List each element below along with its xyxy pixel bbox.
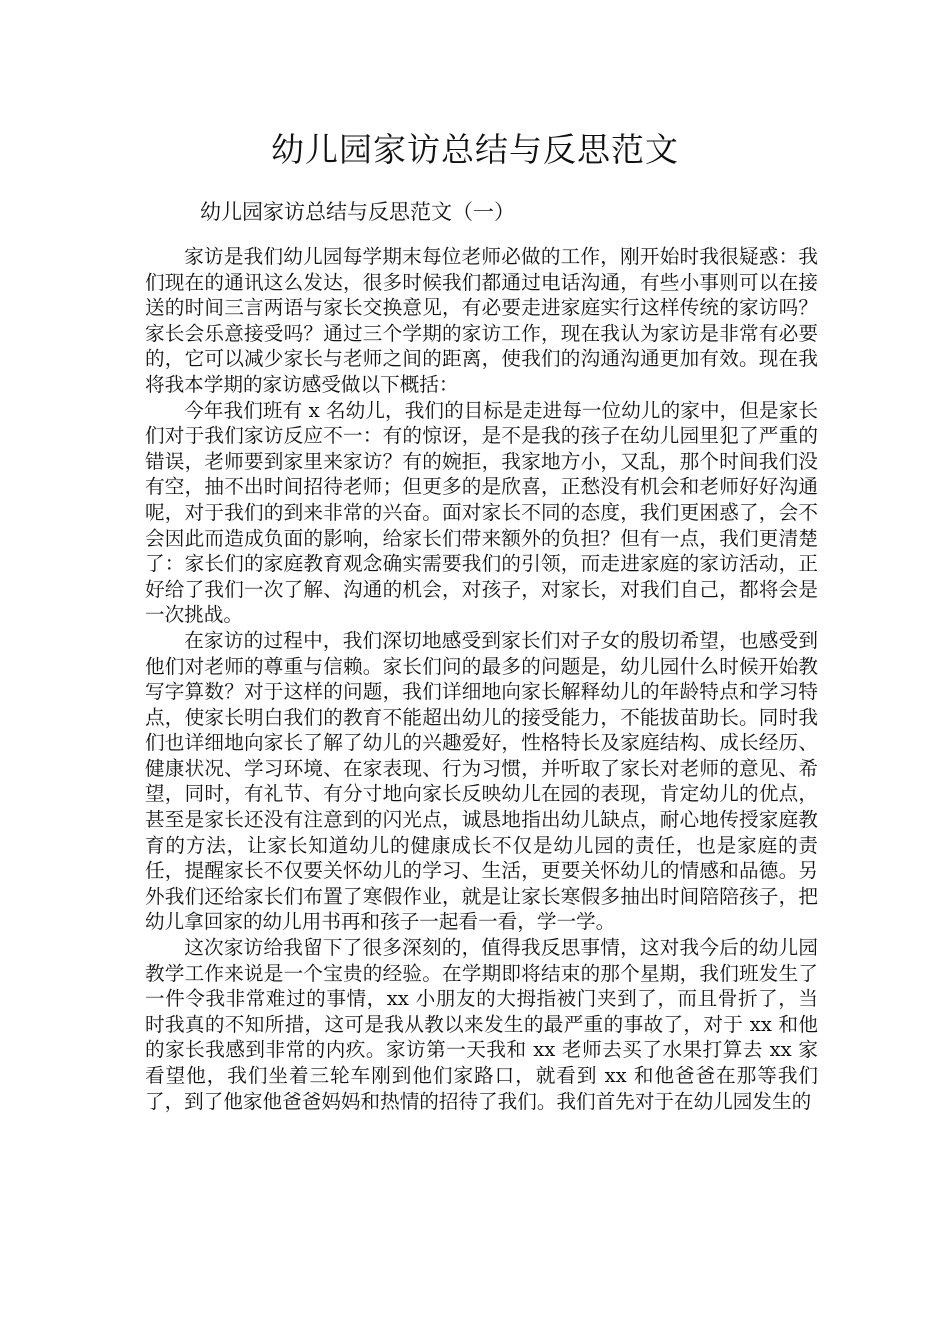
paragraph: 今年我们班有 x 名幼儿，我们的目标是走进每一位幼儿的家中，但是家长们对于我们家访反应不一：有的惊讶，是不是我的孩子在幼儿园里犯了严重的错误，老师要到家里来家访？有的婉拒，我家地方小，又乱，那个时间我们没有空，抽不出时间招待老师；但更多的是欣喜，正愁没有机会和老师好好沟通呢，对于我们的到来非常的兴奋。面对家长不同的态度，我们更困惑了，会不会因此而造成负面的影响，给家长们带来额外的负担？但有一点，我们更清楚了：家长们的家庭教育观念确实需要我们的引领，而走进家庭的家访活动，正好给了我们一次了解、沟通的机会，对孩子，对家长，对我们自己，都将会是一次挑战。	[145, 398, 818, 627]
paragraph: 在家访的过程中，我们深切地感受到家长们对子女的殷切希望，也感受到他们对老师的尊重与信赖。家长们问的最多的问题是，幼儿园什么时候开始教写字算数？对于这样的问题，我们详细地向家长解释幼儿的年龄特点和学习特点，使家长明白我们的教育不能超出幼儿的接受能力，不能拔苗助长。同时我们也详细地向家长了解了幼儿的兴趣爱好，性格特长及家庭结构、成长经历、健康状况、学习环境、在家表现、行为习惯，并听取了家长对老师的意见、希望，同时，有礼节、有分寸地向家长反映幼儿在园的表现，肯定幼儿的优点，甚至是家长还没有注意到的闪光点，诚恳地指出幼儿缺点，耐心地传授家庭教育的方法，让家长知道幼儿的健康成长不仅是幼儿园的责任，也是家庭的责任，提醒家长不仅要关怀幼儿的学习、生活，更要关怀幼儿的情感和品德。另外我们还给家长们布置了寒假作业，就是让家长寒假多抽出时间陪陪孩子，把幼儿拿回家的幼儿用书再和孩子一起看一看，学一学。	[145, 628, 818, 934]
page-title: 幼儿园家访总结与反思范文	[271, 130, 679, 169]
paragraph: 这次家访给我留下了很多深刻的，值得我反思事情，这对我今后的幼儿园教学工作来说是一个宝贵的经验。在学期即将结束的那个星期，我们班发生了一件令我非常难过的事情，xx 小朋友的大拇指被门夹到了，而且骨折了，当时我真的不知所措，这可是我从教以来发生的最严重的事故了，对于 xx 和他的家长我感到非常的内疚。家访第一天我和 xx 老师去买了水果打算去 xx 家看望他，我们坐着三轮车刚到他们家路口，就看到 xx 和他爸爸在那等我们了，到了他家他爸爸妈妈和热情的招待了我们。我们首先对于在幼儿园发生的	[145, 936, 818, 1113]
paragraph: 家访是我们幼儿园每学期末每位老师必做的工作，刚开始时我很疑惑：我们现在的通讯这么发达，很多时候我们都通过电话沟通，有些小事则可以在接送的时间三言两语与家长交换意见，有必要走进家庭实行这样传统的家访吗？家长会乐意接受吗？通过三个学期的家访工作，现在我认为家访是非常有必要的，它可以减少家长与老师之间的距离，使我们的沟通沟通更加有效。现在我将我本学期的家访感受做以下概括：	[145, 245, 818, 396]
section-heading: 幼儿园家访总结与反思范文（一）	[200, 200, 515, 224]
document-body	[145, 244, 818, 1114]
